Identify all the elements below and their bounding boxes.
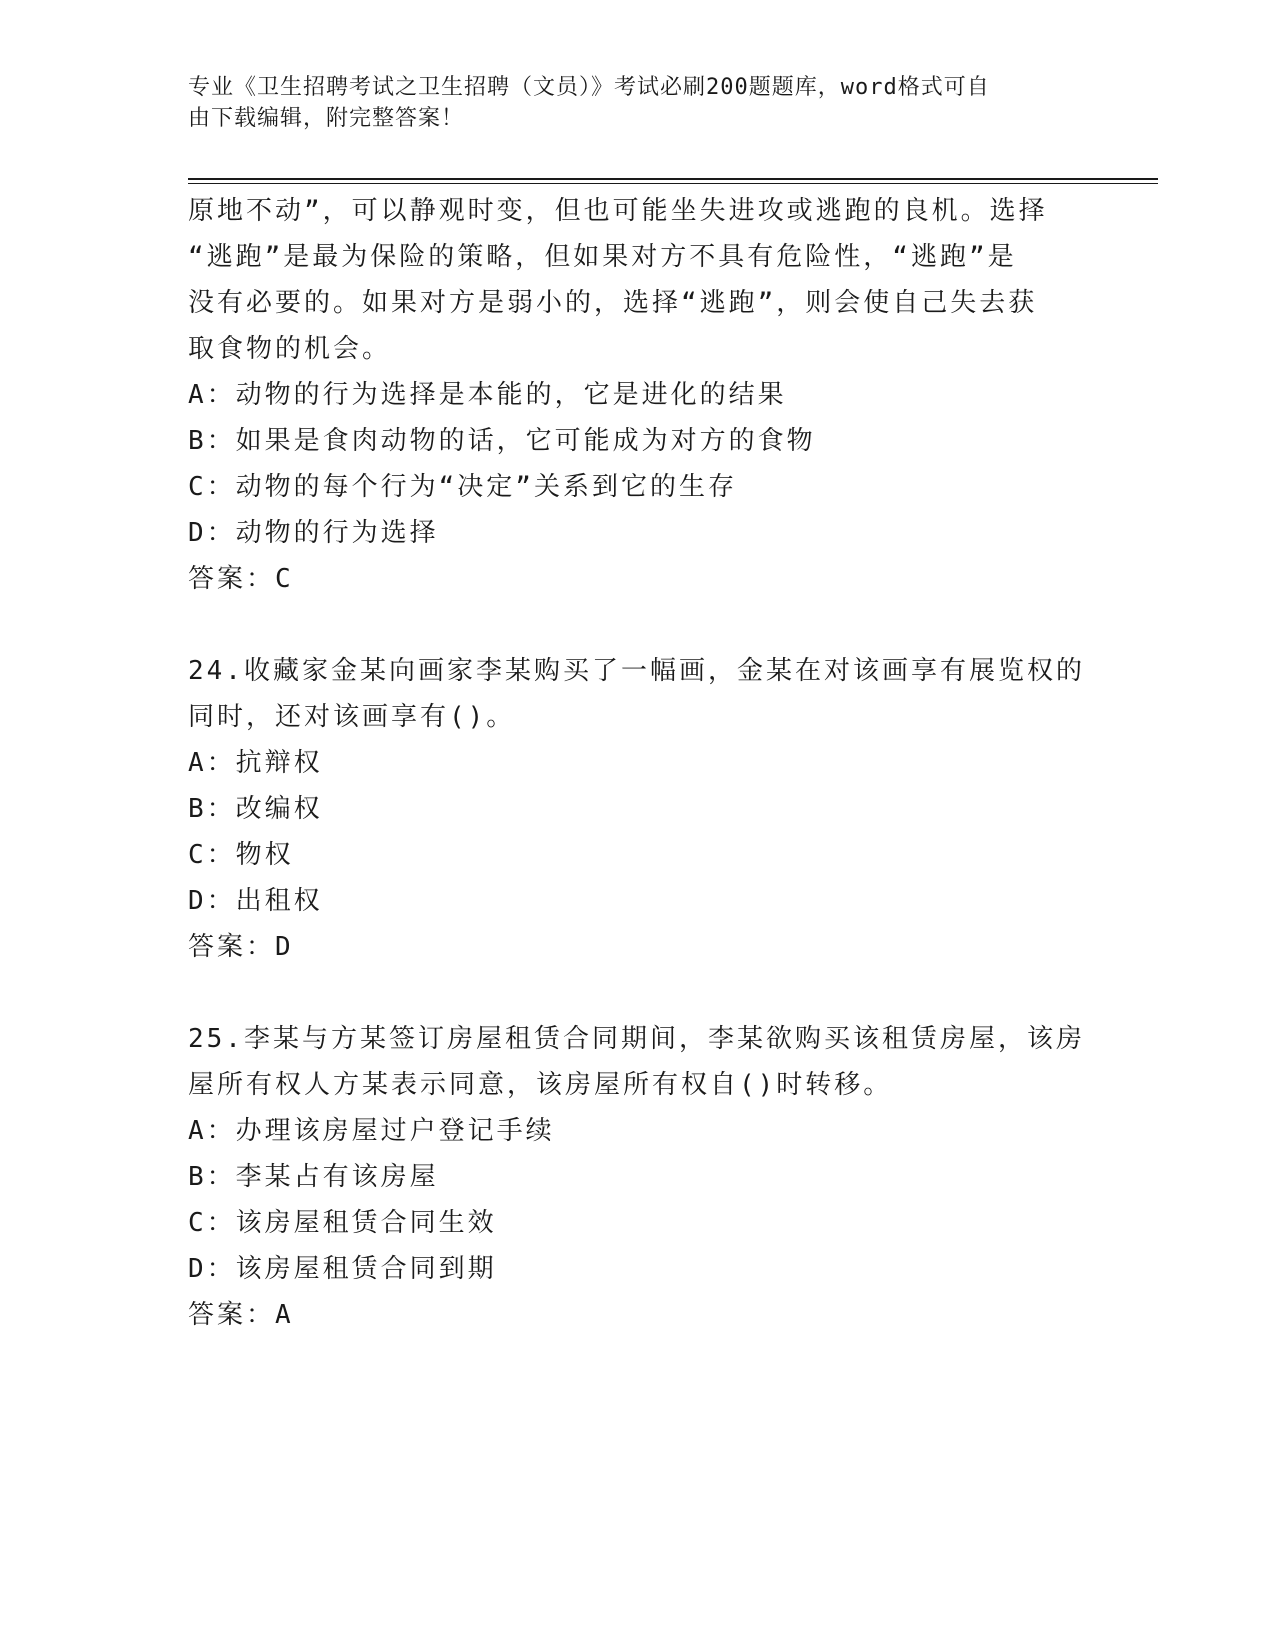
option-a: A：抗辩权: [188, 748, 323, 778]
option-d: D：动物的行为选择: [188, 518, 439, 548]
question-23: [188, 188, 1088, 602]
header-line-1: 专业《卫生招聘考试之卫生招聘（文员）》考试必刷200题题库，word格式可自: [188, 75, 990, 100]
option-c: C：该房屋租赁合同生效: [188, 1208, 497, 1238]
page-header: [188, 72, 1088, 134]
header-line-2: 由下载编辑，附完整答案！: [188, 106, 465, 131]
option-d: D：该房屋租赁合同到期: [188, 1254, 497, 1284]
option-c: C：动物的每个行为“决定”关系到它的生存: [188, 472, 737, 502]
option-c: C：物权: [188, 840, 294, 870]
question-24: [188, 648, 1088, 970]
question-text-line: 原地不动”，可以静观时变，但也可能坐失进攻或逃跑的良机。选择: [188, 196, 1048, 226]
spacer: [188, 602, 1088, 648]
question-text-line: 24.收藏家金某向画家李某购买了一幅画，金某在对该画享有展览权的: [188, 656, 1085, 686]
option-b: B：如果是食肉动物的话，它可能成为对方的食物: [188, 426, 816, 456]
option-b: B：李某占有该房屋: [188, 1162, 439, 1192]
answer: 答案：A: [188, 1300, 294, 1330]
option-b: B：改编权: [188, 794, 323, 824]
option-a: A：办理该房屋过户登记手续: [188, 1116, 555, 1146]
header-rule-thin: [188, 183, 1158, 184]
option-d: D：出租权: [188, 886, 323, 916]
spacer: [188, 970, 1088, 1016]
question-text-line: 25.李某与方某签订房屋租赁合同期间，李某欲购买该租赁房屋，该房: [188, 1024, 1085, 1054]
question-25: [188, 1016, 1088, 1338]
question-text-line: 同时，还对该画享有()。: [188, 702, 516, 732]
question-text-line: 屋所有权人方某表示同意，该房屋所有权自()时转移。: [188, 1070, 893, 1100]
question-text-line: “逃跑”是最为保险的策略，但如果对方不具有危险性，“逃跑”是: [188, 242, 1017, 272]
answer: 答案：D: [188, 932, 294, 962]
question-text-line: 取食物的机会。: [188, 334, 392, 364]
answer: 答案：C: [188, 564, 294, 594]
option-a: A：动物的行为选择是本能的，它是进化的结果: [188, 380, 787, 410]
question-text-line: 没有必要的。如果对方是弱小的，选择“逃跑”，则会使自己失去获: [188, 288, 1038, 318]
header-rule-thick: [188, 178, 1158, 180]
document-body: [188, 188, 1088, 1338]
